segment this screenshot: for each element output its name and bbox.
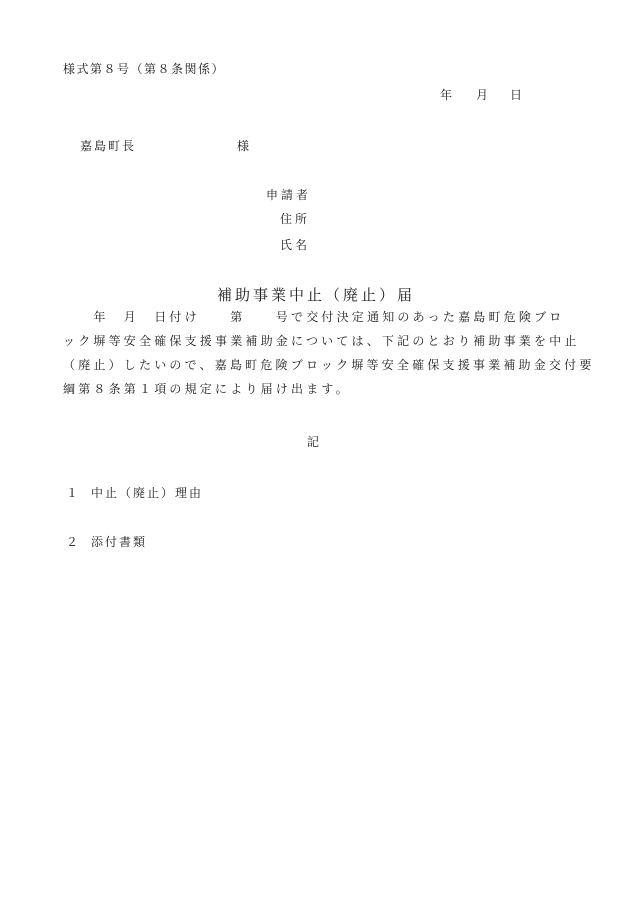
ki-heading: 記 [307, 435, 322, 449]
body-line: （廃止）したいので、嘉島町危険ブロック塀等安全確保支援事業補助金交付要 [63, 358, 595, 372]
item-label: 中止（廃止）理由 [91, 486, 204, 500]
body-line: 年 月 日付け 第 号で交付決定通知のあった嘉島町危険ブロ [63, 310, 565, 324]
date-day-label: 日 [510, 88, 523, 102]
date-line [440, 86, 522, 103]
date-year-label: 年 [440, 88, 453, 102]
list-item [66, 484, 203, 501]
document-title: 補助事業中止（廃止）届 [217, 286, 416, 304]
item-label: 添付書類 [91, 535, 148, 549]
form-number-label: 様式第８号（第８条関係） [63, 62, 226, 76]
item-number: ２ [66, 535, 81, 549]
addressee-name: 嘉島町長 [80, 139, 137, 153]
body-paragraph [63, 305, 595, 401]
addressee-honorific: 様 [237, 139, 252, 153]
date-month-label: 月 [476, 88, 489, 102]
item-number: １ [66, 486, 81, 500]
body-line: ック塀等安全確保支援事業補助金については、下記のとおり補助事業を中止 [63, 334, 580, 348]
address-label: 住所 [280, 212, 311, 226]
list-item [66, 533, 147, 550]
name-label: 氏名 [280, 238, 311, 252]
body-line: 綱第８条第１項の規定により届け出ます。 [63, 382, 351, 396]
applicant-label: 申請者 [266, 188, 312, 202]
